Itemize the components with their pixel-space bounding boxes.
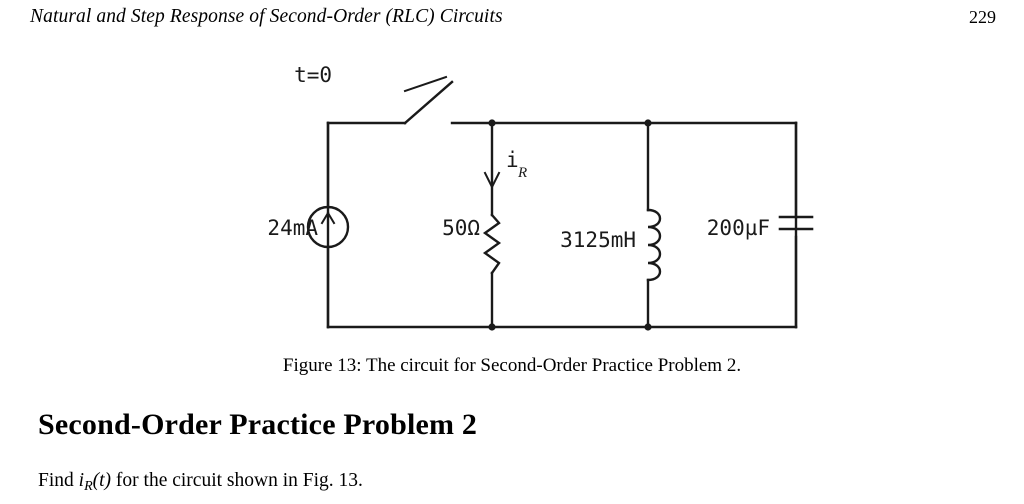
body-symbol-subscript: R bbox=[84, 477, 93, 494]
body-symbol-arg: (t) bbox=[92, 470, 112, 491]
capacitor-label: 200µF bbox=[706, 216, 770, 240]
body-symbol: i bbox=[78, 470, 85, 491]
resistor-symbol bbox=[485, 215, 499, 273]
header-title: Natural and Step Response of Second-Order (RLC) Circuits bbox=[30, 6, 503, 27]
resistor-label: 50Ω bbox=[442, 216, 480, 240]
page-number: 229 bbox=[969, 7, 996, 27]
inductor-label: 3125mH bbox=[560, 228, 636, 252]
current-label-subscript: R bbox=[518, 165, 528, 181]
switch-label: t=0 bbox=[294, 63, 332, 87]
circuit-diagram bbox=[240, 55, 840, 345]
running-header bbox=[30, 6, 996, 32]
figure-block bbox=[0, 45, 1024, 376]
inductor-symbol bbox=[648, 210, 660, 280]
current-label: i bbox=[506, 148, 519, 172]
source-label: 24mA bbox=[267, 216, 318, 240]
figure-caption: Figure 13: The circuit for Second-Order Practice Problem 2. bbox=[282, 355, 742, 376]
switch-pointer bbox=[405, 77, 446, 91]
body-prefix: Find bbox=[38, 470, 79, 491]
section-title: Second-Order Practice Problem 2 bbox=[38, 408, 478, 441]
body-suffix: for the circuit shown in Fig. 13. bbox=[111, 470, 363, 491]
body-paragraph bbox=[38, 470, 363, 495]
